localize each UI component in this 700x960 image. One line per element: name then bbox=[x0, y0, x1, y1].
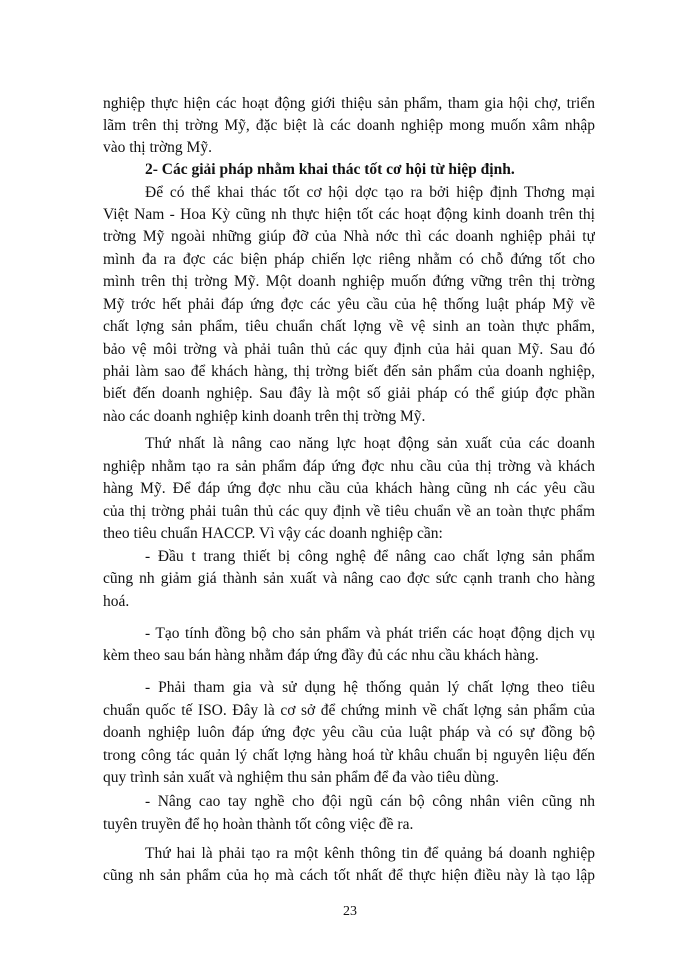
text-line: theo tiêu chuẩn HACCP. Vì vậy các doanh nghiệp cần: bbox=[103, 525, 443, 542]
text-line: nghiệp nhằm tạo ra sản phẩm đáp ứng đợc nhu cầu của thị trờng và khách bbox=[103, 458, 595, 475]
text-line: - Đầu t trang thiết bị công nghệ để nâng cao chất lợng sản phẩm bbox=[145, 548, 595, 565]
text-line: phải làm sao để khách hàng, thị trờng biết đến sản phẩm của doanh nghiệp, bbox=[103, 363, 595, 380]
text-line: - Nâng cao tay nghề cho đội ngũ cán bộ công nhân viên cũng nh bbox=[145, 793, 595, 810]
text-line: Mỹ trớc hết phải đáp ứng đợc các yêu cầu của hệ thống luật pháp Mỹ về bbox=[103, 296, 595, 313]
text-line: - Phải tham gia và sử dụng hệ thống quản lý chất lợng theo tiêu bbox=[145, 679, 595, 696]
text-line: của thị trờng phải tuân thủ các quy định về tiêu chuẩn về an toàn thực phẩm bbox=[103, 503, 595, 520]
text-line: kèm theo sau bán hàng nhằm đáp ứng đầy đủ các nhu cầu khách hàng. bbox=[103, 647, 539, 664]
text-line: trờng Mỹ ngoài những giúp đỡ của Nhà nớc thì các doanh nghiệp phải tự bbox=[103, 228, 595, 245]
text-line: lãm trên thị trờng Mỹ, đặc biệt là các doanh nghiệp mong muốn xâm nhập bbox=[103, 117, 595, 134]
text-line: Thứ hai là phải tạo ra một kênh thông tin để quảng bá doanh nghiệp bbox=[145, 845, 595, 862]
text-line: Để có thể khai thác tốt cơ hội dợc tạo ra bởi hiệp định Thơng mại bbox=[145, 184, 595, 201]
text-line: doanh nghiệp luôn đáp ứng đợc yêu cầu của luật pháp và có sự đồng bộ bbox=[103, 724, 595, 741]
page-number: 23 bbox=[343, 904, 357, 919]
text-line: biết đến doanh nghiệp. Sau đây là một số giải pháp có thể giúp đợc phần bbox=[103, 385, 595, 402]
text-line: bảo vệ môi trờng và phải tuân thủ các quy định của hải quan Mỹ. Sau đó bbox=[103, 341, 595, 358]
text-line: mình đa ra đợc các biện pháp chiến lợc riêng nhằm có chỗ đứng tốt cho bbox=[103, 251, 595, 268]
text-line: cũng nh sản phẩm của họ mà cách tốt nhất để thực hiện điều này là tạo lập bbox=[103, 867, 595, 884]
text-line: cũng nh giảm giá thành sản xuất và nâng cao đợc sức cạnh tranh cho hàng bbox=[103, 570, 595, 587]
text-line: trong công tác quản lý chất lợng hàng hoá từ khâu chuẩn bị nguyên liệu đến bbox=[103, 747, 595, 764]
section-heading: 2- Các giải pháp nhằm khai thác tốt cơ hội từ hiệp định. bbox=[145, 161, 515, 178]
text-line: vào thị trờng Mỹ. bbox=[103, 139, 212, 156]
text-line: mình trên thị trờng Mỹ. Một doanh nghiệp muốn đứng vững trên thị trờng bbox=[103, 273, 595, 290]
text-line: nghiệp thực hiện các hoạt động giới thiệu sản phẩm, tham gia hội chợ, triển bbox=[103, 95, 595, 112]
text-line: hàng Mỹ. Để đáp ứng đợc nhu cầu của khách hàng cũng nh các yêu cầu bbox=[103, 480, 595, 497]
text-line: Việt Nam - Hoa Kỳ cũng nh thực hiện tốt các hoạt động kinh doanh trên thị bbox=[103, 206, 595, 223]
text-line: nào các doanh nghiệp kinh doanh trên thị trờng Mỹ. bbox=[103, 408, 426, 425]
text-line: chất lợng sản phẩm, tiêu chuẩn chất lợng về vệ sinh an toàn thực phẩm, bbox=[103, 318, 595, 335]
text-line: - Tạo tính đồng bộ cho sản phẩm và phát triển các hoạt động dịch vụ bbox=[145, 625, 595, 642]
text-line: chuẩn quốc tế ISO. Đây là cơ sở để chứng minh về chất lợng sản phẩm của bbox=[103, 702, 595, 719]
text-line: Thứ nhất là nâng cao năng lực hoạt động sản xuất của các doanh bbox=[145, 435, 595, 452]
text-line: quy trình sản xuất và nghiệm thu sản phẩm để đa vào tiêu dùng. bbox=[103, 769, 500, 786]
text-line: hoá. bbox=[103, 593, 130, 610]
text-line: tuyên truyền để họ hoàn thành tốt công việc đề ra. bbox=[103, 816, 414, 833]
